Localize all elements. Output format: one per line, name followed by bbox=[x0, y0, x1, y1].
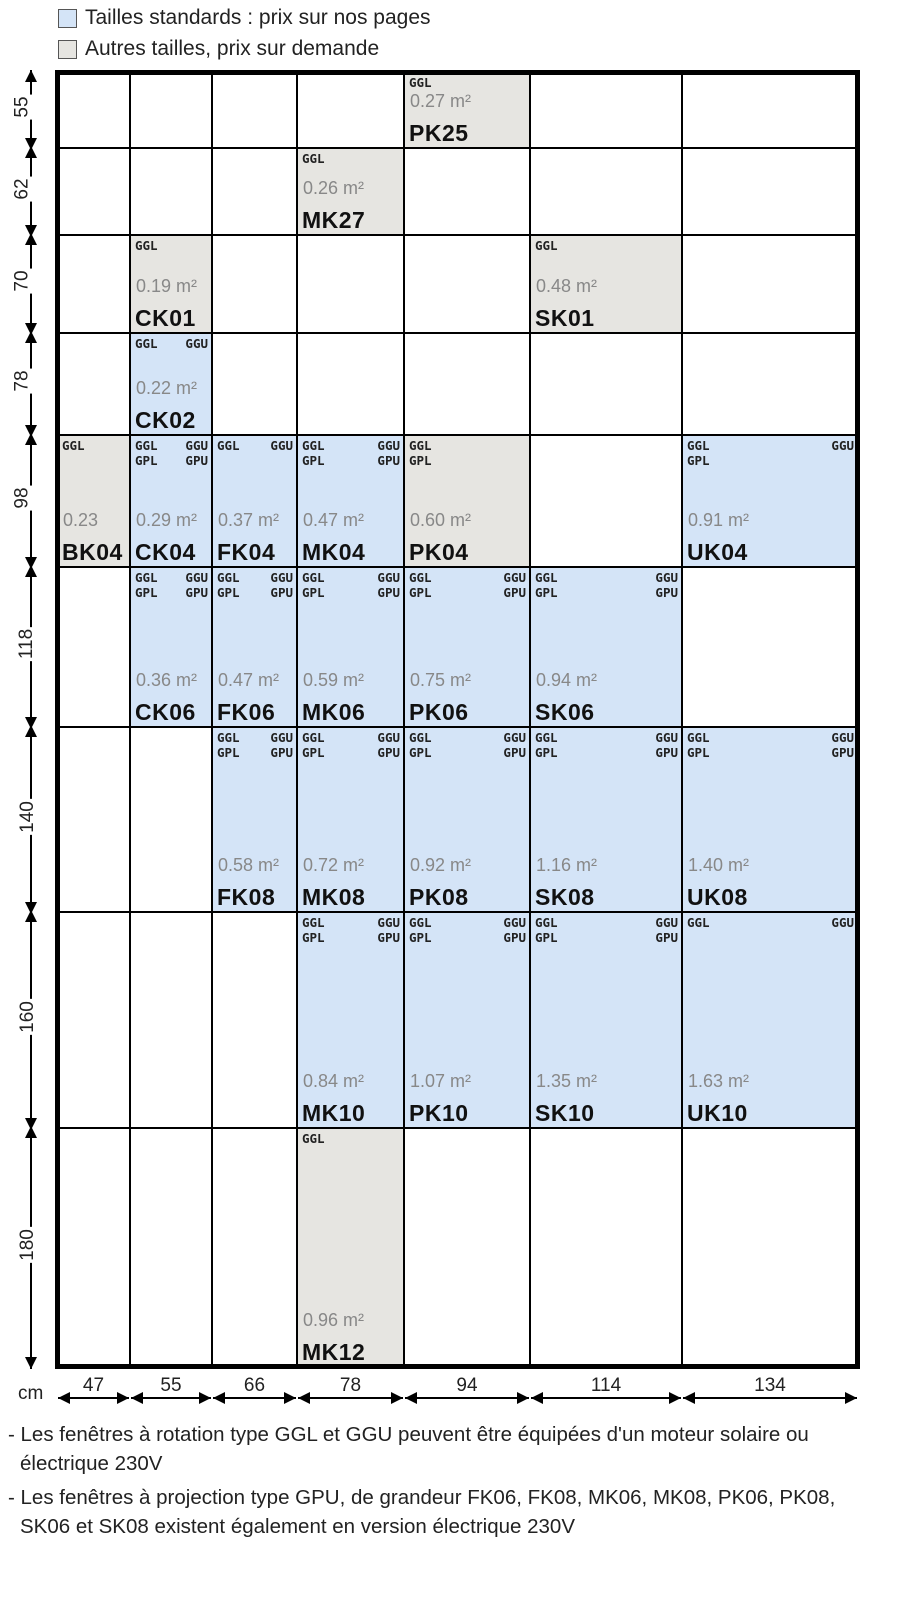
window-type-code: GGU bbox=[503, 730, 526, 745]
codes-left bbox=[135, 336, 158, 351]
codes-left bbox=[302, 915, 325, 945]
size-cell-fk06 bbox=[212, 567, 297, 727]
window-area: 0.26 m² bbox=[303, 178, 365, 198]
height-dimension bbox=[11, 146, 33, 237]
window-type-code: GGU bbox=[377, 570, 400, 585]
window-size-code: CK02 bbox=[135, 407, 196, 433]
height-label: 160 bbox=[16, 1001, 38, 1033]
arrow-up-icon bbox=[25, 433, 37, 445]
window-type-code: GPL bbox=[217, 745, 240, 760]
window-type-code: GGL bbox=[535, 915, 558, 930]
window-size-code: CK06 bbox=[135, 699, 196, 725]
window-size-code: MK08 bbox=[302, 884, 366, 910]
codes-right bbox=[503, 730, 526, 760]
window-type-code: GPU bbox=[655, 930, 678, 945]
grid-line bbox=[296, 72, 298, 1367]
legend-swatch-standard bbox=[58, 9, 77, 28]
window-area: 0.47 m² bbox=[303, 510, 365, 530]
window-type-code: GPL bbox=[135, 453, 158, 468]
size-cell-mk12 bbox=[297, 1128, 404, 1367]
window-size-code: BK04 bbox=[62, 539, 123, 565]
height-dimension bbox=[11, 70, 33, 150]
window-type-code: GPL bbox=[217, 585, 240, 600]
window-size-code: FK08 bbox=[217, 884, 276, 910]
window-size-code: PK08 bbox=[409, 884, 469, 910]
arrow-up-icon bbox=[25, 233, 37, 245]
width-label: 94 bbox=[456, 1375, 478, 1396]
window-size-code: SK10 bbox=[535, 1100, 595, 1126]
codes-left bbox=[217, 570, 240, 600]
window-type-code: GGU bbox=[377, 438, 400, 453]
window-type-code: GGL bbox=[302, 570, 325, 585]
window-area: 0.22 m² bbox=[136, 378, 198, 398]
arrow-up-icon bbox=[25, 725, 37, 737]
window-type-code: GPL bbox=[409, 745, 432, 760]
width-dimension bbox=[58, 1397, 129, 1399]
codes-right bbox=[185, 570, 208, 600]
window-type-code: GPU bbox=[270, 585, 293, 600]
grid-line bbox=[57, 147, 858, 149]
size-cell-pk08 bbox=[404, 727, 530, 912]
note-rotation: - Les fenêtres à rotation type GGL et GGU peuvent être équipées d'un moteur solaire ou électrique 230V bbox=[8, 1423, 809, 1475]
window-type-code: GGL bbox=[535, 730, 558, 745]
window-type-code: GPU bbox=[185, 585, 208, 600]
window-type-code: GPL bbox=[687, 745, 710, 760]
size-cell-pk06 bbox=[404, 567, 530, 727]
window-size-code: FK04 bbox=[217, 539, 276, 565]
codes-right bbox=[503, 915, 526, 945]
arrow-up-icon bbox=[25, 565, 37, 577]
window-type-code: GGU bbox=[377, 730, 400, 745]
codes-right bbox=[655, 915, 678, 945]
window-area: 0.36 m² bbox=[136, 670, 198, 690]
codes-right bbox=[831, 438, 854, 453]
height-label: 98 bbox=[11, 487, 33, 509]
size-cell-sk01 bbox=[530, 235, 682, 333]
window-area: 0.72 m² bbox=[303, 855, 365, 875]
codes-left bbox=[302, 151, 325, 166]
codes-left bbox=[302, 438, 325, 468]
window-area: 1.07 m² bbox=[410, 1071, 472, 1091]
codes-left bbox=[135, 238, 158, 253]
window-type-code: GGL bbox=[409, 730, 432, 745]
width-dimension bbox=[298, 1397, 403, 1399]
width-dimension bbox=[405, 1397, 529, 1399]
window-type-code: GGL bbox=[409, 570, 432, 585]
size-cell-mk27 bbox=[297, 148, 404, 235]
window-area: 1.16 m² bbox=[536, 855, 598, 875]
codes-right bbox=[655, 570, 678, 600]
window-size-code: FK06 bbox=[217, 699, 276, 725]
window-size-code: PK25 bbox=[409, 120, 469, 146]
window-type-code: GPU bbox=[270, 745, 293, 760]
window-size-code: PK06 bbox=[409, 699, 469, 725]
codes-left bbox=[535, 238, 558, 253]
window-area: 0.60 m² bbox=[410, 510, 472, 530]
grid-line bbox=[57, 434, 858, 436]
size-cell-sk08 bbox=[530, 727, 682, 912]
grid-line bbox=[57, 1127, 858, 1129]
grid-line bbox=[681, 72, 683, 1367]
width-dimension bbox=[131, 1397, 211, 1399]
width-label: 114 bbox=[590, 1375, 622, 1396]
window-type-code: GGU bbox=[831, 915, 854, 930]
window-type-code: GGL bbox=[217, 730, 240, 745]
window-area: 0.19 m² bbox=[136, 276, 198, 296]
window-size-code: PK04 bbox=[409, 539, 469, 565]
grid-line bbox=[529, 72, 531, 1367]
window-type-code: GGU bbox=[503, 570, 526, 585]
window-area: 1.35 m² bbox=[536, 1071, 598, 1091]
window-type-code: GGL bbox=[535, 238, 558, 253]
codes-left bbox=[135, 438, 158, 468]
codes-left bbox=[135, 570, 158, 600]
legend-other bbox=[58, 37, 379, 61]
window-type-code: GGU bbox=[655, 570, 678, 585]
window-type-code: GGL bbox=[409, 75, 432, 90]
window-type-code: GGU bbox=[270, 438, 293, 453]
unit-label: cm bbox=[18, 1383, 44, 1404]
window-area: 1.40 m² bbox=[688, 855, 750, 875]
window-type-code: GPU bbox=[831, 745, 854, 760]
window-type-code: GGL bbox=[409, 915, 432, 930]
codes-left bbox=[535, 730, 558, 760]
window-area: 0.91 m² bbox=[688, 510, 750, 530]
window-area: 0.29 m² bbox=[136, 510, 198, 530]
window-type-code: GPU bbox=[377, 930, 400, 945]
height-label: 140 bbox=[16, 800, 38, 833]
window-type-code: GPL bbox=[535, 585, 558, 600]
window-area: 0.48 m² bbox=[536, 276, 598, 296]
window-type-code: GPL bbox=[535, 745, 558, 760]
window-type-code: GPU bbox=[503, 930, 526, 945]
codes-left bbox=[302, 570, 325, 600]
window-type-code: GPU bbox=[503, 585, 526, 600]
window-type-code: GPL bbox=[302, 930, 325, 945]
height-label: 55 bbox=[11, 96, 33, 118]
height-dimension bbox=[11, 331, 33, 437]
window-area: 0.84 m² bbox=[303, 1071, 365, 1091]
window-type-code: GPU bbox=[185, 453, 208, 468]
size-cell-ck06 bbox=[130, 567, 212, 727]
width-label: 78 bbox=[339, 1375, 362, 1396]
size-cell-mk10 bbox=[297, 912, 404, 1128]
height-label: 180 bbox=[16, 1228, 38, 1261]
window-size-code: UK04 bbox=[687, 539, 748, 565]
codes-right bbox=[831, 730, 854, 760]
window-type-code: GGU bbox=[831, 730, 854, 745]
grid-line bbox=[57, 911, 858, 913]
window-type-code: GGL bbox=[135, 570, 158, 585]
window-area: 0.58 m² bbox=[218, 855, 280, 875]
size-cell-sk06 bbox=[530, 567, 682, 727]
size-cell-bk04 bbox=[57, 435, 130, 567]
window-size-code: PK10 bbox=[409, 1100, 469, 1126]
grid-line bbox=[403, 72, 405, 1367]
codes-right bbox=[831, 915, 854, 930]
window-type-code: GGL bbox=[302, 730, 325, 745]
window-type-code: GGL bbox=[62, 438, 85, 453]
height-dimension bbox=[16, 565, 38, 729]
codes-left bbox=[62, 438, 85, 453]
window-size-code: MK10 bbox=[302, 1100, 366, 1126]
window-type-code: GPU bbox=[377, 585, 400, 600]
height-label: 78 bbox=[11, 370, 33, 392]
size-cell-fk04 bbox=[212, 435, 297, 567]
codes-left bbox=[687, 438, 710, 468]
window-type-code: GGL bbox=[135, 438, 158, 453]
height-label: 62 bbox=[11, 177, 33, 200]
codes-right bbox=[185, 438, 208, 468]
window-area: 0.37 m² bbox=[218, 510, 280, 530]
height-dimension bbox=[16, 725, 38, 914]
window-area: 0.75 m² bbox=[410, 670, 472, 690]
window-type-code: GPU bbox=[503, 745, 526, 760]
size-cell-mk04 bbox=[297, 435, 404, 567]
window-size-code: SK06 bbox=[535, 699, 595, 725]
size-cell-pk25 bbox=[404, 72, 530, 148]
window-size-code: UK10 bbox=[687, 1100, 748, 1126]
window-type-code: GGU bbox=[377, 915, 400, 930]
arrow-up-icon bbox=[25, 146, 37, 158]
height-dimension bbox=[11, 433, 33, 569]
window-type-code: GGL bbox=[302, 915, 325, 930]
codes-left bbox=[409, 730, 432, 760]
window-type-code: GGL bbox=[302, 151, 325, 166]
grid-line bbox=[57, 726, 858, 728]
size-cell-mk06 bbox=[297, 567, 404, 727]
size-cell-fk08 bbox=[212, 727, 297, 912]
codes-left bbox=[302, 730, 325, 760]
window-area: 0.59 m² bbox=[303, 670, 365, 690]
width-label: 55 bbox=[160, 1375, 182, 1396]
window-type-code: GGL bbox=[409, 438, 432, 453]
window-type-code: GPL bbox=[409, 930, 432, 945]
window-type-code: GPL bbox=[302, 585, 325, 600]
arrow-down-icon bbox=[25, 1357, 37, 1369]
size-cell-ck02 bbox=[130, 333, 212, 435]
arrow-up-icon bbox=[25, 70, 37, 82]
window-type-code: GGU bbox=[185, 570, 208, 585]
window-type-code: GPU bbox=[655, 745, 678, 760]
arrow-up-icon bbox=[25, 1126, 37, 1138]
window-type-code: GPL bbox=[687, 453, 710, 468]
codes-right bbox=[270, 730, 293, 760]
codes-left bbox=[409, 915, 432, 945]
window-type-code: GPL bbox=[135, 585, 158, 600]
window-size-code: MK06 bbox=[302, 699, 366, 725]
window-type-code: GPU bbox=[655, 585, 678, 600]
size-cell-uk08 bbox=[682, 727, 858, 912]
grid-line bbox=[57, 332, 858, 334]
codes-right bbox=[377, 915, 400, 945]
size-cell-uk04 bbox=[682, 435, 858, 567]
legend-label-other: Autres tailles, prix sur demande bbox=[85, 37, 380, 60]
window-size-code: CK01 bbox=[135, 305, 196, 331]
window-type-code: GGL bbox=[135, 238, 158, 253]
grid-line bbox=[57, 234, 858, 236]
arrow-up-icon bbox=[25, 331, 37, 343]
window-type-code: GGU bbox=[185, 336, 208, 351]
height-dimension bbox=[11, 233, 33, 335]
window-type-code: GPL bbox=[302, 745, 325, 760]
window-type-code: GGU bbox=[185, 438, 208, 453]
legend-swatch-other bbox=[58, 40, 77, 59]
window-area: 0.92 m² bbox=[410, 855, 472, 875]
window-type-code: GGU bbox=[270, 730, 293, 745]
window-size-code: SK01 bbox=[535, 305, 595, 331]
window-type-code: GPU bbox=[377, 453, 400, 468]
width-dimension bbox=[683, 1397, 857, 1399]
size-cell-pk04 bbox=[404, 435, 530, 567]
arrow-up-icon bbox=[25, 910, 37, 922]
width-label: 47 bbox=[82, 1375, 105, 1396]
window-type-code: GPL bbox=[409, 585, 432, 600]
note-projection: - Les fenêtres à projection type GPU, de grandeur FK06, FK08, MK06, MK08, PK06, PK08, SK06 et SK08 existent également en version électrique 230V bbox=[8, 1486, 836, 1538]
codes-left bbox=[217, 730, 240, 760]
window-type-code: GGL bbox=[135, 336, 158, 351]
grid-line bbox=[211, 72, 213, 1367]
window-type-code: GGU bbox=[831, 438, 854, 453]
codes-left bbox=[409, 570, 432, 600]
height-dimension bbox=[16, 910, 38, 1130]
size-cell-ck04 bbox=[130, 435, 212, 567]
window-type-code: GPU bbox=[377, 745, 400, 760]
window-type-code: GGU bbox=[655, 730, 678, 745]
window-size-code: UK08 bbox=[687, 884, 748, 910]
window-type-code: GPL bbox=[535, 930, 558, 945]
size-cell-pk10 bbox=[404, 912, 530, 1128]
window-size-code: MK27 bbox=[302, 207, 366, 233]
legend-label-standard: Tailles standards : prix sur nos pages bbox=[85, 6, 431, 29]
width-dimension bbox=[531, 1397, 681, 1399]
window-size-code: MK12 bbox=[302, 1339, 366, 1365]
window-type-code: GGL bbox=[687, 915, 710, 930]
codes-left bbox=[535, 915, 558, 945]
size-cell-ck01 bbox=[130, 235, 212, 333]
window-area: 0.47 m² bbox=[218, 670, 280, 690]
window-size-code: SK08 bbox=[535, 884, 595, 910]
size-cell-mk08 bbox=[297, 727, 404, 912]
window-type-code: GGU bbox=[270, 570, 293, 585]
window-type-code: GGU bbox=[503, 915, 526, 930]
height-label: 70 bbox=[11, 270, 33, 292]
codes-right bbox=[270, 570, 293, 600]
codes-left bbox=[302, 1131, 325, 1146]
size-cell-uk10 bbox=[682, 912, 858, 1128]
window-type-code: GGL bbox=[302, 1131, 325, 1146]
grid-line bbox=[57, 566, 858, 568]
window-type-code: GPL bbox=[302, 453, 325, 468]
window-area: 0.96 m² bbox=[303, 1310, 365, 1330]
codes-right bbox=[503, 570, 526, 600]
width-dimension bbox=[213, 1397, 296, 1399]
width-label: 134 bbox=[754, 1375, 786, 1396]
grid-line bbox=[129, 72, 131, 1367]
legend-standard bbox=[58, 6, 431, 30]
window-type-code: GGL bbox=[687, 730, 710, 745]
codes-right bbox=[377, 730, 400, 760]
codes-left bbox=[409, 438, 432, 468]
window-area: 0.94 m² bbox=[536, 670, 598, 690]
window-type-code: GGL bbox=[687, 438, 710, 453]
codes-right bbox=[377, 570, 400, 600]
width-label: 66 bbox=[243, 1375, 266, 1396]
codes-left bbox=[217, 438, 240, 453]
codes-right bbox=[377, 438, 400, 468]
size-cell-sk10 bbox=[530, 912, 682, 1128]
window-type-code: GGL bbox=[302, 438, 325, 453]
codes-left bbox=[409, 75, 432, 90]
codes-left bbox=[535, 570, 558, 600]
codes-left bbox=[687, 730, 710, 760]
window-area: 0.23 bbox=[63, 510, 99, 530]
window-type-code: GGU bbox=[655, 915, 678, 930]
window-type-code: GGL bbox=[217, 438, 240, 453]
notes bbox=[6, 1420, 886, 1546]
window-area: 1.63 m² bbox=[688, 1071, 750, 1091]
codes-right bbox=[655, 730, 678, 760]
codes-right bbox=[185, 336, 208, 351]
height-label: 118 bbox=[16, 628, 38, 660]
codes-right bbox=[270, 438, 293, 453]
window-type-code: GGL bbox=[217, 570, 240, 585]
window-type-code: GGL bbox=[535, 570, 558, 585]
height-dimension bbox=[16, 1126, 38, 1369]
codes-left bbox=[687, 915, 710, 930]
window-size-code: CK04 bbox=[135, 539, 196, 565]
window-type-code: GPL bbox=[409, 453, 432, 468]
window-area: 0.27 m² bbox=[410, 91, 472, 111]
window-size-code: MK04 bbox=[302, 539, 366, 565]
